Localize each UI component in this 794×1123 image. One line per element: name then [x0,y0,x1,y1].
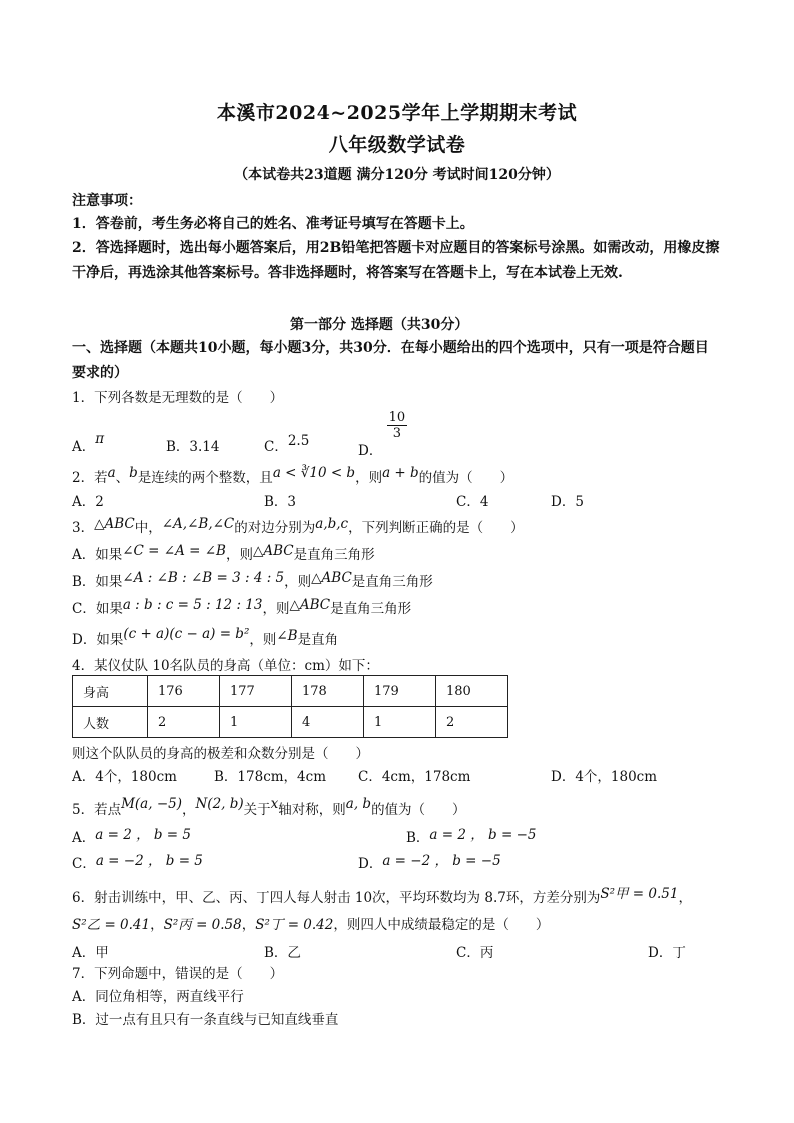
q4-option-d: D．4个，180cm [551,769,658,785]
q5-stem: 5．若点M(a, −5)，N(2, b)关于x轴对称，则a, b的值为（ ） [72,796,466,818]
q4-option-a: A．4个，180cm [72,769,177,785]
q6-option-b: B．乙 [264,945,301,961]
q3-option-a: A．如果∠C = ∠A = ∠B，则△ABC是直角三角形 [72,543,375,563]
q2-option-a: A．2 [72,494,104,510]
notes-item-2: 2．答选择题时，选出每小题答案后，用2B铅笔把答题卡对应题目的答案标号涂黑。如需改动，用橡皮擦干净后，再选涂其他答案标号。答非选择题时，将答案写在答题卡上，写在本试卷上无效. [72,240,720,281]
exam-title: 本溪市2024~2025学年上学期期末考试 [216,102,578,124]
table-row [73,707,508,738]
q2-option-b: B．3 [264,494,297,510]
height-table [72,675,508,738]
notes-heading: 注意事项： [72,193,142,209]
q6-option-a: A．甲 [72,945,109,961]
q5-option-c: C．a = −2 ， b = 5 [72,853,203,872]
notes-item-1: 1．答卷前，考生务必将自己的姓名、准考证号填写在答题卡上。 [72,216,474,232]
q7-option-b: B．过一点有且只有一条直线与已知直线垂直 [72,1012,339,1028]
table-cell: 1 [364,707,436,738]
table-cell: 身高 [73,676,148,707]
table-cell: 人数 [73,707,148,738]
q4-option-b: B．178cm，4cm [214,769,327,785]
q1-option-b: B．3.14 [166,439,220,455]
q3-stem: 3．△ABC中，∠A,∠B,∠C的对边分别为a,b,c，下列判断正确的是（ ） [72,516,524,536]
q7-stem: 7．下列命题中，错误的是（ ） [72,966,284,982]
q2-stem: 2．若a、b是连续的两个整数，且a < ∛10 < b，则a + b的值为（ ） [72,465,514,486]
table-cell: 177 [220,676,292,707]
exam-info: （本试卷共23道题 满分120分 考试时间120分钟） [234,167,560,183]
table-cell: 1 [220,707,292,738]
q2-option-c: C．4 [456,494,489,510]
table-cell: 179 [364,676,436,707]
table-cell: 4 [292,707,364,738]
q6-option-c: C．丙 [456,945,494,961]
q5-option-b: B．a = 2 ， b = −5 [406,827,537,846]
q6-stem-line1: 6．射击训练中，甲、乙、丙、丁四人每人射击 10次，平均环数均为 8.7环，方差分别为S²甲 = 0.51， [72,886,692,906]
q2-option-d: D．5 [551,494,584,510]
q1-option-d: D． $\frac{10}{3}$ [358,410,406,459]
q4-question: 则这个队队员的身高的极差和众数分别是（ ） [72,746,369,762]
q3-option-d: D．如果(c + a)(c − a) = b²，则∠B是直角 [72,626,339,648]
table-cell: 178 [292,676,364,707]
q5-option-d: D．a = −2 ， b = −5 [358,853,501,872]
table-cell: 2 [148,707,220,738]
q5-option-a: A．a = 2 ， b = 5 [72,827,191,846]
q3-option-c: C．如果a : b : c = 5 : 12 : 13，则△ABC是直角三角形 [72,597,412,617]
q4-stem: 4．某仪仗队 10名队员的身高（单位：cm）如下： [72,658,379,674]
q7-option-a: A．同位角相等，两直线平行 [72,989,244,1005]
exam-subtitle: 八年级数学试卷 [328,134,466,156]
table-cell: 2 [436,707,508,738]
q6-option-d: D．丁 [648,945,686,961]
table-cell: 176 [148,676,220,707]
q1-option-a: A．π [72,431,105,455]
table-cell: 180 [436,676,508,707]
q1-stem: 1．下列各数是无理数的是（ ） [72,390,284,406]
part1-heading: 第一部分 选择题（共30分） [290,317,469,333]
table-row [73,676,508,707]
q4-option-c: C．4cm，178cm [358,769,471,785]
q3-option-b: B．如果∠A : ∠B : ∠B = 3 : 4 : 5，则△ABC是直角三角形 [72,570,433,590]
section-intro: 一、选择题（本题共10小题，每小题3分，共30分．在每小题给出的四个选项中，只有一项是符合题目要求的） [72,340,709,381]
q6-stem-line2: S²乙 = 0.41，S²丙 = 0.58，S²丁 = 0.42，则四人中成绩最稳定的是（ ） [72,917,550,933]
q1-fraction: $\frac{10}{3}$ [388,410,406,441]
q1-option-c: C．2.5̇ [264,433,310,455]
